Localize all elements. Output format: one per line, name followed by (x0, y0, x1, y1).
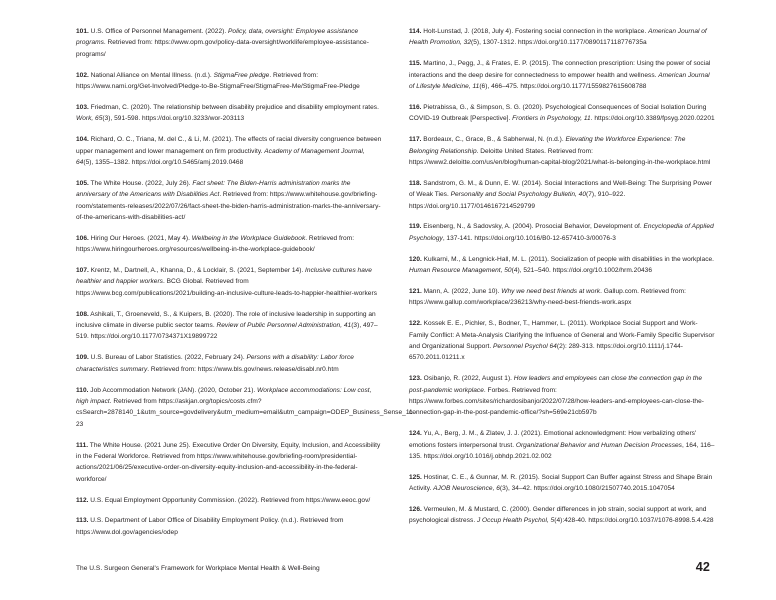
reference-number: 114. (409, 28, 422, 35)
reference-text: Job Accommodation Network (JAN). (2020, October 21). (88, 386, 258, 394)
reference-text: U.S. Bureau of Labor Statistics. (2022, February 24). (88, 354, 247, 362)
reference-number: 104. (76, 136, 89, 144)
reference-title-italic: J Occup Health Psychol, 5 (476, 517, 555, 525)
reference-number: 110. (76, 386, 89, 394)
reference-title-italic: Organizational Behavior and Human Decision Processes (515, 441, 682, 449)
reference-number: 107. (76, 267, 89, 275)
reference-number: 115. (409, 60, 422, 68)
reference-title-italic: Workplace accommodations: Low cost, high impact (76, 386, 372, 405)
reference-entry (409, 26, 716, 49)
reference-entry (76, 309, 383, 343)
reference-text: Osibanjo, R. (2022, August 1). (421, 375, 514, 383)
reference-entry (76, 134, 383, 168)
reference-number: 111. (76, 441, 89, 449)
reference-title-italic: Inclusive cultures have healthier and happier workers (76, 267, 372, 286)
reference-title-italic: Review of Public Personnel Administration, 41 (216, 322, 352, 330)
reference-number: 117. (409, 136, 422, 144)
reference-entry (409, 254, 716, 277)
reference-text: Friedman, C. (2020). The relationship between disability prejudice and disability employment rates. (88, 103, 379, 111)
reference-number: 120. (409, 255, 422, 263)
left-reference-column (76, 26, 415, 548)
reference-title-italic: Academy of Management Journal, 64 (76, 147, 365, 166)
reference-text: Martino, J., Pegg, J., & Frates, E. P. (2015). The connection prescription: Using the power of social interactions and the deep desire for connectedness to empower health and wellness. (409, 60, 711, 79)
reference-title-italic: Personnel Psychol 64 (493, 342, 557, 350)
reference-title-italic: American Journal of Health Promotion, 32 (409, 28, 707, 47)
reference-entry (409, 178, 716, 212)
reference-text: (7), 910–922. https://doi.org/10.1177/0146167214529799 (409, 191, 626, 210)
reference-text: . Retrieved from https://askjan.org/topics/costs.cfm?csSearch=2878140_1&utm_source=govdelivery&utm_medium=email&utm_campaign=ODEP_Business_Sense_11-23 (76, 397, 415, 428)
reference-text: . BCG Global. Retrieved from https://www.bcg.com/publications/2021/building-an-inclusive-culture-leads-to-happier-healthier-workers (76, 278, 378, 297)
reference-number: 124. (409, 430, 422, 438)
reference-text: (3), 497–519. https://doi.org/10.1177/0734371X19899722 (76, 322, 378, 341)
reference-number: 105. (76, 179, 89, 187)
reference-text: The White House. (2022, July 26). (88, 179, 193, 187)
reference-text: Yu, A., Berg, J. M., & Zlatev, J. J. (2021). Emotional acknowledgment: How verbalizing others' emotions fosters interpersonal trust. (409, 430, 697, 449)
reference-entry (76, 495, 383, 506)
reference-title-italic: Persons with a disability: Labor force characteristics summary (76, 354, 354, 373)
reference-text: Sandstrom, G. M., & Dunn, E. W. (2014). Social Interactions and Well-Being: The Surprising Power of Weak Ties. (409, 179, 712, 199)
reference-entry (76, 70, 383, 93)
reference-text: (6), 466–475. https://doi.org/10.1177/1559827615608788 (479, 82, 647, 90)
reference-text: (3), 591-598. https://doi.org/10.3233/wor-203113 (102, 115, 245, 123)
reference-entry (76, 352, 383, 375)
reference-text: . Retrieved from: https://www.bls.gov/news.release/disabl.nr0.htm (147, 365, 339, 373)
reference-text: , 164, 116–135. https://doi.org/10.1016/j.obhdp.2021.02.002 (409, 441, 715, 460)
reference-text: Eisenberg, N., & Sadovsky, A. (2004). Prosocial Behavior, Development of. (421, 223, 644, 231)
reference-text: Bordeaux, C., Grace, B., & Sabherwal, N. (n.d.). (421, 136, 566, 144)
reference-text: Hiring Our Heroes. (2021, May 4). (88, 234, 192, 242)
reference-text: U.S. Office of Personnel Management. (2022). (88, 28, 228, 35)
reference-text: (2): 289-313. https://doi.org/10.1111/j.1744-6570.2011.01211.x (409, 342, 684, 362)
reference-entry (76, 515, 383, 538)
reference-text: Pietrabissa, G., & Simpson, S. G. (2020). Psychological Consequences of Social Isolation During COVID-19 Outbreak [Perspective]. (409, 103, 707, 123)
reference-title-italic: Human Resource Management, 50 (409, 267, 512, 275)
reference-text: . https://doi.org/10.3389/fpsyg.2020.02201 (590, 115, 715, 123)
reference-number: 103. (76, 103, 89, 111)
reference-title-italic: Encyclopedia of Applied Psychology (409, 223, 714, 242)
reference-entry (409, 134, 716, 168)
reference-entry (409, 428, 716, 462)
page-footer (76, 561, 710, 574)
reference-title-italic: Fact sheet: The Biden-Harris administration marks the anniversary of the Americans with Disabilities Act (76, 179, 351, 199)
reference-text: National Alliance on Mental Illness. (n.d.). (88, 71, 214, 79)
reference-entry (409, 504, 716, 527)
reference-text: (5), 1355–1382. https://doi.org/10.5465/amj.2019.0468 (83, 158, 244, 166)
reference-number: 122. (409, 320, 422, 328)
reference-text: Holt-Lunstad, J. (2018, July 4). Fostering social connection in the workplace. (421, 28, 649, 35)
reference-title-italic: American Journal of Lifestyle Medicine, 11 (409, 71, 710, 90)
reference-text: Krentz, M., Dartnell, A., Khanna, D., & Locklair, S. (2021, September 14). (88, 267, 306, 275)
reference-number: 119. (409, 223, 422, 231)
reference-entry (409, 318, 716, 363)
reference-title-italic: Work, 65 (76, 115, 103, 123)
reference-text: Kulkarni, M., & Lengnick-Hall, M. L. (2011). Socialization of people with disabilities in the workplace. (421, 255, 715, 263)
reference-text: . Forbes. Retrieved from: https://www.forbes.com/sites/richardosibanjo/2022/07/28/how-leaders-and-employees-can-close-the-connection-gap-in-the-post-pandemic-office/?sh=569e21cb597b (409, 386, 704, 417)
reference-text: U.S. Department of Labor Office of Disability Employment Policy. (n.d.). Retrieved from https://www.dol.gov/agencies/odep (76, 517, 344, 536)
reference-title-italic: How leaders and employees can close the connection gap in the post-pandemic workplace (409, 375, 703, 394)
reference-number: 118. (409, 179, 422, 187)
reference-text: (4):428-40. https://doi.org/10.1037//1076-8998.5.4.428 (554, 517, 714, 525)
reference-text: . Gallup.com. Retrieved from: https://www.gallup.com/workplace/236213/why-need-best-friends-work.aspx (409, 288, 686, 307)
reference-text: Mann, A. (2022, June 10). (421, 288, 502, 295)
reference-text: (5), 1307-1312. https://doi.org/10.1177/0890117118776735a (471, 39, 647, 47)
reference-text: . Retrieved from: https://www.nami.org/Get-Involved/Pledge-to-Be-StigmaFree/StigmaFree-Me/StigmaFree-Pledge (76, 71, 360, 90)
reference-text: , 137-141. https://doi.org/10.1016/B0-12-657410-3/00076-3 (442, 234, 616, 242)
reference-text: Richard, O. C., Triana, M. del C., & Li, M. (2021). The effects of racial diversity congruence between upper management and lower management on firm productivity. (76, 136, 382, 155)
reference-entry (76, 385, 415, 430)
reference-entry (76, 265, 383, 299)
reference-text: (3), 34–42. https://doi.org/10.1080/21507740.2015.1047054 (499, 485, 675, 493)
reference-text: Ashikali, T., Groeneveld, S., & Kuipers, B. (2020). The role of inclusive leadership in supporting an inclusive climate in diverse public sector teams. (76, 310, 376, 330)
reference-text: (4), 521–540. https://doi.org/10.1002/hrm.20436 (511, 267, 653, 275)
reference-entry (409, 472, 716, 495)
reference-entry (76, 26, 383, 60)
footer-document-title: The U.S. Surgeon General's Framework for Workplace Mental Health & Well-Being (76, 565, 320, 572)
reference-entry (409, 58, 716, 92)
reference-title-italic: Wellbeing in the Workplace Guidebook (191, 234, 306, 242)
reference-entry (409, 373, 716, 418)
reference-text: U.S. Equal Employment Opportunity Commission. (2022). Retrieved from https://www.eeoc.gov/ (88, 496, 371, 504)
reference-entry (76, 233, 383, 256)
reference-columns (76, 26, 715, 548)
reference-title-italic: StigmaFree pledge (213, 71, 270, 79)
reference-number: 123. (409, 375, 422, 383)
reference-text: . Retrieved from: https://www.opm.gov/policy-data-oversight/worklife/employee-assistance-programs/ (76, 39, 369, 58)
reference-title-italic: Why we need best friends at work (501, 288, 601, 295)
reference-title-italic: Frontiers in Psychology, 11 (512, 115, 591, 123)
reference-number: 101. (76, 28, 89, 35)
reference-number: 116. (409, 103, 422, 111)
reference-title-italic: AJOB Neuroscience, 6 (433, 485, 500, 493)
reference-number: 102. (76, 71, 89, 79)
reference-entry (76, 178, 383, 223)
reference-number: 108. (76, 310, 89, 318)
reference-text: Hostinar, C. E., & Gunnar, M. R. (2015). Social Support Can Buffer against Stress and Shape Brain Activity. (409, 473, 713, 493)
reference-text: Vermeulen, M. & Mustard, C. (2000). Gender differences in job strain, social support at work, and psychological distress. (409, 506, 707, 525)
page-number: 42 (695, 560, 710, 574)
reference-text: Kossek E. E., Pichler, S., Bodner, T., Hammer, L. (2011). Workplace Social Support and Work-Family Conflict: A Meta-Analysis Clarifying the Influence of General and Work-Family Specific Supervisor and Organizational Support. (409, 320, 715, 350)
reference-entry (409, 221, 716, 244)
reference-number: 125. (409, 473, 422, 481)
reference-number: 112. (76, 496, 89, 504)
reference-entry (409, 286, 716, 309)
reference-entry (409, 102, 716, 125)
reference-number: 121. (409, 288, 422, 295)
reference-text: . Deloitte United States. Retrieved from: https://www2.deloitte.com/us/en/blog/human-capital-blog/2021/what-is-belonging-in-the-workplace.html (409, 147, 711, 166)
reference-number: 126. (409, 506, 422, 514)
reference-text: The White House. (2021 June 25). Executive Order On Diversity, Equity, Inclusion, and Accessibility in the Federal Workforce. Retrieved from https://www.whitehouse.gov/briefing-room/presidential-actions/2021/06/25/executive-order-on-diversity-equity-inclusion-and-accessibility-in-the-federal-workforce/ (76, 441, 381, 483)
reference-text: . Retrieved from: https://www.hiringourheroes.org/resources/wellbeing-in-the-workplace-guidebook/ (76, 234, 355, 254)
reference-entry (76, 440, 383, 485)
reference-number: 106. (76, 234, 89, 242)
right-reference-column (409, 26, 716, 536)
reference-number: 113. (76, 517, 89, 525)
reference-entry (76, 102, 383, 125)
reference-title-italic: Policy, data, oversight: Employee assistance programs (76, 28, 359, 47)
reference-title-italic: Personality and Social Psychology Bulletin, 40 (450, 191, 586, 199)
reference-title-italic: Elevating the Workforce Experience: The Belonging Relationship (409, 136, 686, 155)
reference-number: 109. (76, 354, 89, 362)
reference-text: . Retrieved from: https://www.whitehouse.gov/briefing-room/statements-releases/2022/07/26/fact-sheet-the-biden-harris-administration-marks-the-anniversary-of-the-americans-with-disabilities-act/ (76, 191, 381, 221)
